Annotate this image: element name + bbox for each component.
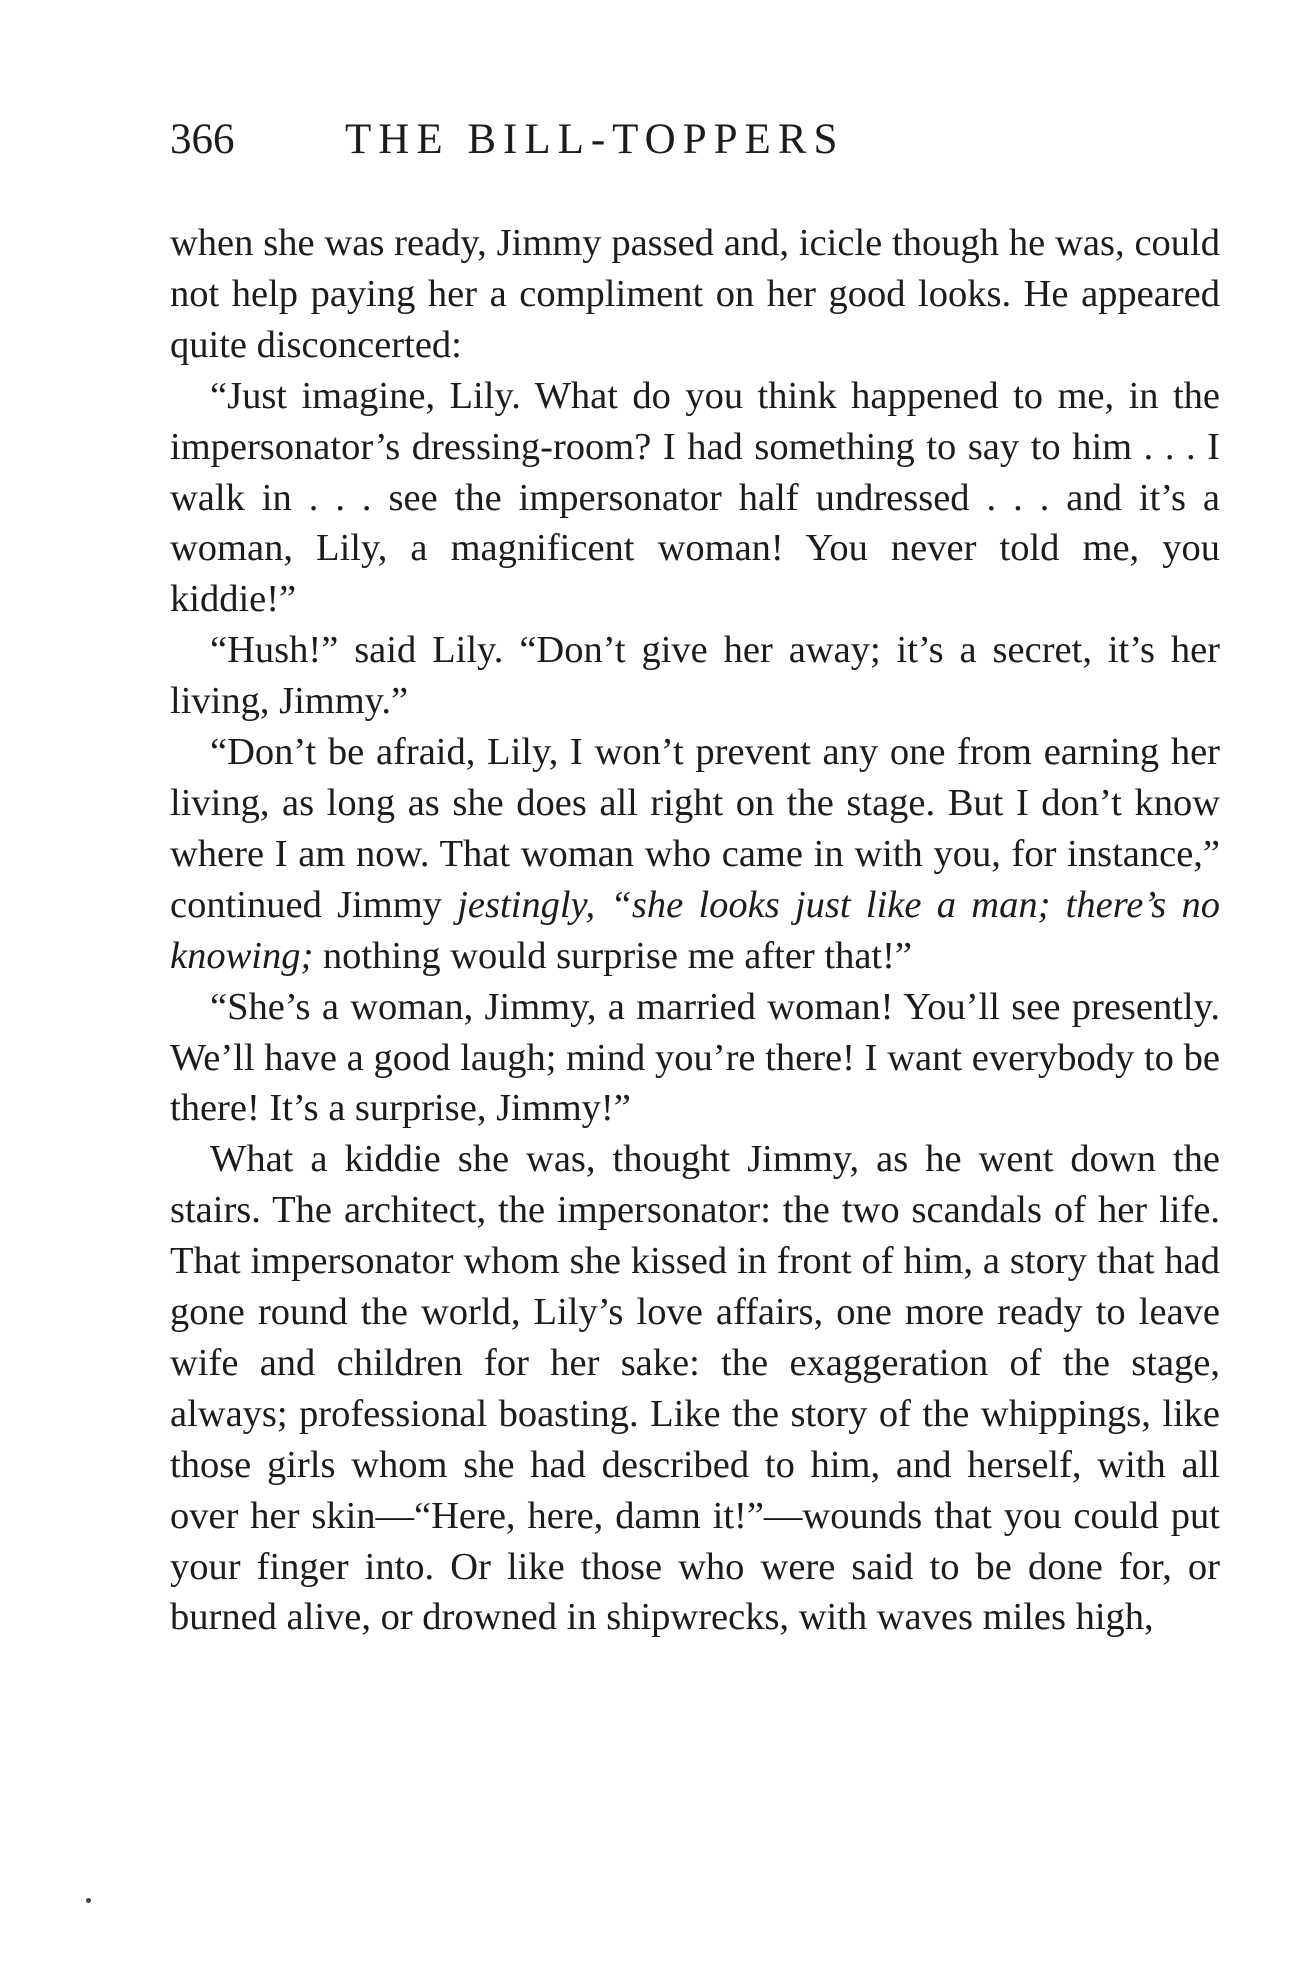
paragraph-4 xyxy=(170,727,1220,982)
paragraph-3: “Hush!” said Lily. “Don’t give her away; it’s a secret, it’s her living, Jimmy.” xyxy=(170,629,1220,723)
paragraph-1: when she was ready, Jimmy passed and, icicle though he was, could not help paying her a compliment on her good looks. He appeared quite disconcerted: xyxy=(170,222,1220,366)
paragraph-4-part-2: nothing would surprise me after that!” xyxy=(313,934,913,977)
paragraph-2: “Just imagine, Lily. What do you think happened to me, in the impersonator’s dressing-room? I had something to say to him . . . I walk in . . . see the impersonator half undressed . . . and it’s a woman, Lily, a magnificent woman! You never told me, you kiddie!” xyxy=(170,374,1220,621)
page-header xyxy=(170,110,1230,170)
body-text xyxy=(170,218,1220,1643)
paragraph-6: What a kiddie she was, thought Jimmy, as he went down the stairs. The architect, the impersonator: the two scandals of her life. That impersonator whom she kissed in front of him, a story that had gone round the world, Lily’s love affairs, one more ready to leave wife and children for her sake: the exaggeration of the stage, always; professional boasting. Like the story of the whippings, like those girls whom she had described to him, and herself, with all over her skin—“Here, here, damn it!”—wounds that you could put your finger into. Or like those who were said to be done for, or burned alive, or drowned in shipwrecks, with waves miles high, xyxy=(170,1138,1220,1639)
running-title: THE BILL-TOPPERS xyxy=(345,116,845,163)
paragraph-5: “She’s a woman, Jimmy, a married woman! You’ll see presently. We’ll have a good laugh; mind you’re there! I want everybody to be there! It’s a surprise, Jimmy!” xyxy=(170,985,1220,1130)
page-number: 366 xyxy=(170,116,235,163)
print-speck xyxy=(86,1898,91,1903)
paragraph-4-part-1: “Don’t be afraid, Lily, I won’t prevent any one from earning her living, as long as she does all right on the stage. But I don’t know where I am now. That woman who came in with you, for instance,” continued Jimmy xyxy=(170,731,1220,926)
paragraph-4-italic: jestingly, “she looks just like a man; there’s no knowing; xyxy=(170,883,1220,977)
